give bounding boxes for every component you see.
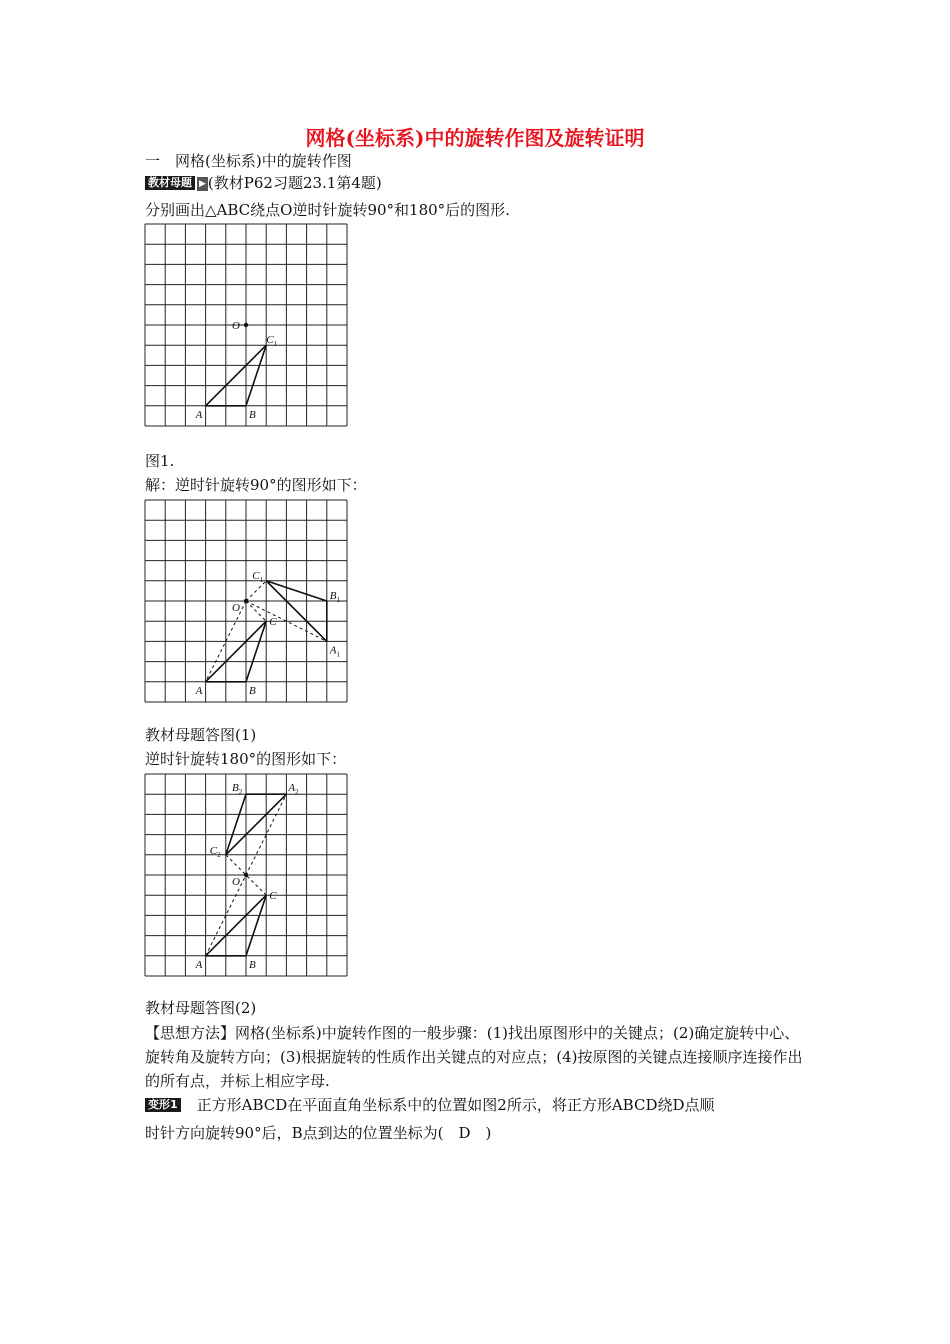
variant-line-1	[145, 1094, 715, 1116]
point-label-B: B	[249, 408, 256, 421]
point-label-C: C	[269, 616, 277, 629]
answer-2-caption: 教材母题答图(2)	[145, 999, 257, 1017]
point-label-C: $C_2$	[209, 844, 221, 859]
answer-figure-1-grid	[144, 499, 348, 703]
segment-C2A2	[226, 794, 287, 855]
point-label-A: A	[195, 684, 203, 697]
figure-1-grid	[144, 223, 348, 427]
variant-badge: 变形1	[145, 1098, 181, 1112]
textbook-badge: 教材母题	[145, 176, 195, 190]
segment-CA	[206, 895, 267, 956]
method-text: 网格(坐标系)中旋转作图的一般步骤：(1)找出原图形中的关键点；(2)确定旋转中心、旋转角及旋转方向；(3)根据旋转的性质作出关键点的对应点；(4)按原图的关键点连接顺序连接作出的所有点，并标上相应字母.	[145, 1024, 803, 1090]
dashed-OC	[246, 601, 266, 621]
segment-C1A1	[266, 581, 327, 642]
variant-text-1: 正方形ABCD在平面直角坐标系中的位置如图2所示，将正方形ABCD绕D点顺	[196, 1096, 715, 1114]
page-title: 网格(坐标系)中的旋转作图及旋转证明	[305, 126, 645, 150]
play-icon: ▶	[199, 179, 206, 189]
textbook-ref: (教材P62习题23.1第4题)	[207, 174, 382, 192]
point-label-B: B	[249, 958, 256, 971]
point-label-B: $B_1$	[329, 590, 341, 604]
point-label-O: O	[232, 876, 240, 888]
variant-line-2: 时针方向旋转90°后，B点到达的位置坐标为( D )	[145, 1124, 492, 1142]
segment-CA	[206, 345, 267, 406]
answer-figure-2-svg	[144, 773, 348, 977]
point-label-C: $C_1$	[252, 569, 264, 584]
point-label-B: B	[249, 684, 256, 697]
center-point-O	[244, 873, 248, 877]
method-paragraph	[145, 1021, 810, 1093]
solution-intro: 解：逆时针旋转90°的图形如下：	[145, 476, 367, 494]
point-label-O: O	[232, 602, 240, 614]
textbook-ref-line	[145, 172, 382, 194]
figure-1-caption: 图1.	[145, 452, 175, 470]
figure-1-svg	[144, 223, 348, 427]
point-label-A: A	[195, 408, 203, 421]
point-label-A: A	[195, 958, 203, 971]
point-label-C: C	[269, 890, 277, 903]
point-label-A: $A_1$	[329, 644, 341, 659]
answer-1-caption: 教材母题答图(1)	[145, 726, 257, 744]
problem-text: 分别画出△ABC绕点O逆时针旋转90°和180°后的图形.	[145, 201, 510, 219]
point-label-O: O	[232, 320, 240, 332]
center-point-O	[244, 323, 248, 327]
answer-figure-2-grid	[144, 773, 348, 977]
point-label-B: $B_2$	[232, 782, 243, 797]
answer-figure-1-svg	[144, 499, 348, 703]
rotation-180-intro: 逆时针旋转180°的图形如下：	[145, 750, 347, 768]
point-label-A: $A_2$	[288, 782, 299, 797]
center-point-O	[244, 599, 248, 603]
section-heading: 一 网格(坐标系)中的旋转作图	[145, 152, 352, 170]
dashed-OC1	[246, 581, 266, 601]
segment-CA	[206, 621, 267, 682]
method-heading: 【思想方法】	[145, 1024, 236, 1042]
point-label-C: $C_1$	[266, 334, 278, 349]
